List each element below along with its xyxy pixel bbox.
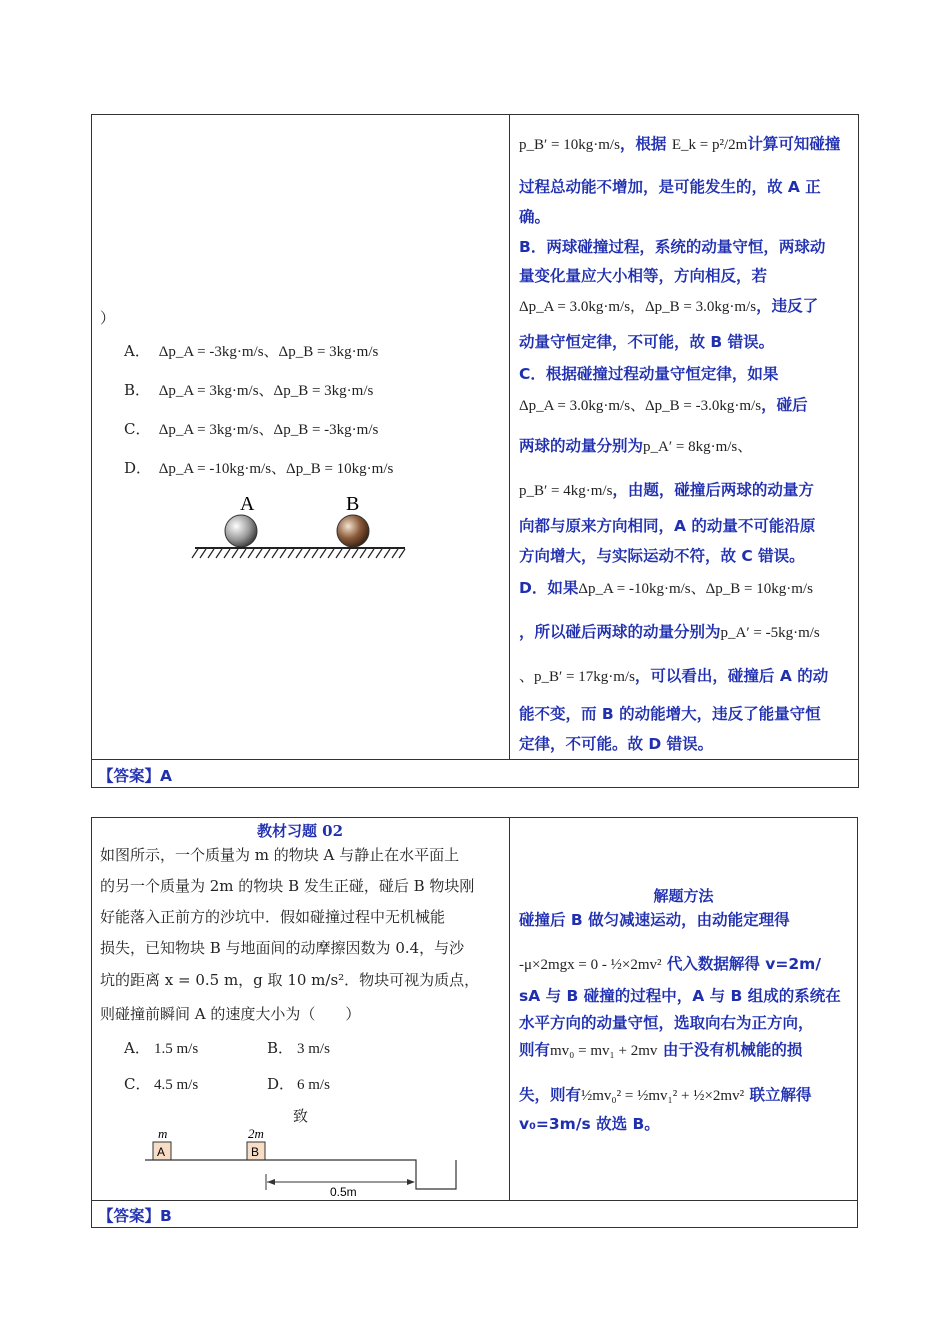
problem2-option-a: A． 1.5 m/s — [124, 1039, 199, 1057]
arrow-head-left — [267, 1179, 275, 1185]
option-text: Δp_A = 3kg·m/s、Δp_B = 3kg·m/s — [158, 383, 374, 399]
balls-figure — [190, 488, 410, 563]
ball-a-label: A — [240, 493, 255, 515]
solution1-line-4: B．两球碰撞过程，系统的动量守恒，两球动 — [519, 238, 826, 256]
solution1-line-14: D．如果Δp_A = -10kg·m/s、Δp_B = 10kg·m/s — [519, 579, 813, 597]
problem1-answer: 【答案】A — [98, 767, 173, 785]
problem2-option-b: B． 3 m/s — [267, 1039, 330, 1057]
problem1-column-divider — [509, 114, 510, 759]
stray-char: 致 — [293, 1107, 309, 1125]
block-b-label: B — [251, 1145, 260, 1159]
mass-b-label: 2m — [248, 1126, 264, 1141]
problem2-option-d: D． 6 m/s — [267, 1075, 330, 1093]
solution2-line-7: v₀=3m/s 故选 B。 — [519, 1115, 660, 1133]
problem2-answer: 【答案】B — [98, 1207, 172, 1225]
blocks-figure — [140, 1124, 470, 1198]
solution1-line-13: 方向增大，与实际运动不符，故 C 错误。 — [519, 547, 805, 565]
option-label: B． — [124, 381, 151, 399]
option-text: Δp_A = 3kg·m/s、Δp_B = -3kg·m/s — [158, 422, 379, 438]
solution2-line-4: 水平方向的动量守恒，选取向右为正方向， — [519, 1014, 814, 1032]
mass-a-label: m — [158, 1126, 168, 1141]
option-text: Δp_A = -10kg·m/s、Δp_B = 10kg·m/s — [158, 461, 394, 477]
option-label: C． — [124, 420, 151, 438]
ball-a — [225, 515, 257, 547]
solution2-line-6: 失，则有½mv₀² = ½mv₁² + ½×2mv² 联立解得 — [519, 1086, 812, 1104]
solution2-line-1: 碰撞后 B 做匀减速运动，由动能定理得 — [519, 911, 790, 929]
solution1-line-16: 、p_B′ = 17kg·m/s，可以看出，碰撞后 A 的动 — [519, 667, 829, 685]
problem2-option-c: C． 4.5 m/s — [124, 1075, 199, 1093]
solution1-line-7: 动量守恒定律，不可能，故 B 错误。 — [519, 333, 775, 351]
ball-b-label: B — [346, 493, 360, 515]
problem2-line-5: 坑的距离 x = 0.5 m，g 取 10 m/s²．物块可视为质点， — [100, 971, 480, 989]
problem2-answer-divider — [91, 1200, 858, 1201]
solution2-line-3: sA 与 B 碰撞的过程中，A 与 B 组成的系统在 — [519, 987, 841, 1005]
option-text: Δp_A = -3kg·m/s、Δp_B = 3kg·m/s — [158, 344, 379, 360]
problem2-line-1: 如图所示，一个质量为 m 的物块 A 与静止在水平面上 — [100, 846, 460, 864]
problem2-title: 教材习题 02 — [256, 822, 344, 840]
solution1-line-11: p_B′ = 4kg·m/s，由题，碰撞后两球的动量方 — [519, 481, 814, 499]
floor-and-pit — [145, 1160, 456, 1189]
solution1-line-3: 确。 — [519, 208, 551, 226]
solution1-line-1: p_B′ = 10kg·m/s，根据 E_k = p²/2m计算可知碰撞 — [519, 135, 841, 153]
arrow-head-right — [407, 1179, 415, 1185]
option-label: A． — [124, 342, 150, 360]
solution1-line-15: ，所以碰后两球的动量分别为p_A′ = -5kg·m/s — [519, 623, 820, 641]
solution1-line-5: 量变化量应大小相等，方向相反，若 — [519, 267, 768, 285]
solution2-line-2: -μ×2mgx = 0 - ½×2mv² 代入数据解得 v=2m/ — [519, 955, 821, 973]
problem2-line-3: 好能落入正前方的沙坑中．假如碰撞过程中无机械能 — [100, 908, 446, 926]
solution1-line-9: Δp_A = 3.0kg·m/s、Δp_B = -3.0kg·m/s，碰后 — [519, 396, 808, 414]
distance-label: 0.5m — [330, 1185, 357, 1198]
solution1-line-12: 向都与原来方向相同，A 的动量不可能沿原 — [519, 517, 816, 535]
solution2-line-5: 则有mv₀ = mv₁ + 2mv 由于没有机械能的损 — [519, 1041, 803, 1059]
problem2-line-2: 的另一个质量为 2m 的物块 B 发生正碰，碰后 B 物块刚 — [100, 877, 475, 895]
solution1-line-10: 两球的动量分别为p_A′ = 8kg·m/s、 — [519, 437, 753, 455]
problem2-line-4: 损失，已知物块 B 与地面间的动摩擦因数为 0.4，与沙 — [100, 939, 465, 957]
problem1-answer-divider — [91, 759, 859, 760]
ball-b — [337, 515, 369, 547]
solution1-line-6: Δp_A = 3.0kg·m/s，Δp_B = 3.0kg·m/s，违反了 — [519, 297, 819, 315]
problem1-option-a — [124, 340, 378, 361]
solution1-line-17: 能不变，而 B 的动能增大，违反了能量守恒 — [519, 705, 821, 723]
solution1-line-8: C．根据碰撞过程动量守恒定律，如果 — [519, 365, 779, 383]
problem1-option-d — [124, 457, 393, 478]
problem1-option-c — [124, 418, 378, 439]
problem1-option-b — [124, 379, 373, 400]
problem2-line-6: 则碰撞前瞬间 A 的速度大小为（ ） — [100, 1005, 361, 1023]
problem1-paren: ） — [100, 309, 116, 327]
ground-hatching — [192, 549, 405, 558]
solution1-line-2: 过程总动能不增加，是可能发生的，故 A 正 — [519, 178, 821, 196]
option-label: D． — [124, 459, 152, 477]
solution1-line-18: 定律，不可能。故 D 错误。 — [519, 735, 714, 753]
problem2-column-divider — [509, 817, 510, 1200]
problem2-solution-heading: 解题方法 — [653, 887, 714, 905]
block-a-label: A — [157, 1145, 166, 1159]
